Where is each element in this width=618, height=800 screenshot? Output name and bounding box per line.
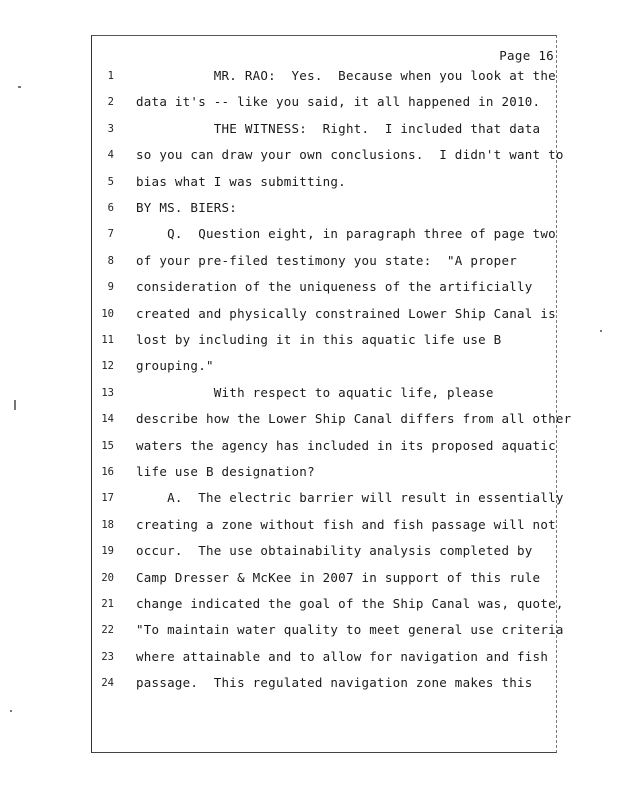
- line-text: data it's -- like you said, it all happened in 2010.: [136, 94, 541, 110]
- scan-speck: [18, 86, 21, 88]
- line-text: THE WITNESS: Right. I included that data: [136, 120, 541, 136]
- transcript-line: [96, 304, 556, 324]
- transcript-line: [96, 119, 556, 139]
- transcript-line: [96, 251, 556, 271]
- line-text: of your pre-filed testimony you state: "A proper: [136, 252, 518, 268]
- line-number: 21: [101, 598, 114, 610]
- transcript-line: [96, 145, 564, 165]
- line-number: 11: [101, 334, 114, 346]
- line-text: lost by including it in this aquatic life use B: [136, 332, 502, 347]
- transcript-line: [96, 436, 556, 456]
- page-number: Page 16: [499, 48, 554, 63]
- transcript-line: [96, 198, 556, 218]
- line-text: bias what I was submitting.: [136, 173, 346, 189]
- transcript-line: [96, 515, 556, 535]
- transcript-line: [96, 620, 564, 640]
- transcript-line: [96, 568, 556, 588]
- line-number: 23: [101, 650, 114, 663]
- line-text: grouping.": [136, 358, 214, 374]
- line-text: Camp Dresser & McKee in 2007 in support of this rule: [136, 569, 541, 585]
- transcript-line: [96, 224, 556, 244]
- line-number: 4: [107, 149, 114, 162]
- line-text: creating a zone without fish and fish passage will not: [136, 516, 556, 532]
- transcript-line: [96, 330, 556, 350]
- line-text: A. The electric barrier will result in essentially: [136, 490, 564, 506]
- line-text: With respect to aquatic life, please: [136, 384, 494, 400]
- line-number: 2: [107, 96, 114, 109]
- line-text: occur. The use obtainability analysis completed by: [136, 543, 533, 559]
- line-text: MR. RAO: Yes. Because when you look at the: [136, 68, 556, 83]
- transcript-line: [96, 488, 564, 508]
- line-number: 1: [107, 70, 114, 82]
- scan-speck: [600, 330, 602, 332]
- line-number: 19: [101, 545, 114, 558]
- transcript-line: [96, 66, 556, 86]
- transcript-line: [96, 673, 556, 693]
- transcript-line: [96, 92, 556, 112]
- scan-speck: [10, 710, 12, 712]
- line-text: BY MS. BIERS:: [136, 200, 238, 215]
- transcript-line: [96, 172, 556, 192]
- transcript-line: [96, 277, 556, 297]
- line-text: Q. Question eight, in paragraph three of page two: [136, 226, 556, 242]
- line-number: 18: [101, 518, 114, 531]
- transcript-line: [96, 462, 556, 482]
- line-text: waters the agency has included in its proposed aquatic: [136, 437, 556, 453]
- line-number: 22: [101, 624, 114, 637]
- line-number: 24: [101, 677, 114, 690]
- line-text: created and physically constrained Lower Ship Canal is: [136, 305, 556, 321]
- line-number: 15: [101, 439, 114, 452]
- transcript-line: [96, 356, 556, 376]
- line-number: 10: [101, 307, 114, 320]
- line-text: describe how the Lower Ship Canal differs from all other: [136, 411, 572, 427]
- transcript-line: [96, 409, 572, 429]
- line-number: 6: [107, 202, 114, 214]
- line-number: 5: [107, 175, 114, 188]
- scan-speck: [14, 400, 16, 410]
- line-number: 7: [107, 228, 114, 241]
- line-number: 17: [101, 492, 114, 505]
- line-number: 9: [107, 281, 114, 294]
- line-text: passage. This regulated navigation zone makes this: [136, 675, 533, 691]
- line-number: 3: [107, 122, 114, 135]
- line-text: consideration of the uniqueness of the artificially: [136, 279, 533, 295]
- line-number: 13: [101, 386, 114, 399]
- transcript-line: [96, 647, 556, 667]
- line-text: "To maintain water quality to meet general use criteria: [136, 622, 564, 638]
- line-text: change indicated the goal of the Ship Canal was, quote,: [136, 596, 564, 611]
- line-number: 8: [107, 254, 114, 267]
- line-text: so you can draw your own conclusions. I didn't want to: [136, 147, 564, 163]
- line-number: 14: [101, 413, 114, 426]
- line-number: 16: [101, 466, 114, 478]
- transcript-line: [96, 594, 564, 614]
- line-text: where attainable and to allow for navigation and fish: [136, 648, 549, 664]
- line-number: 12: [101, 360, 114, 373]
- line-text: life use B designation?: [136, 464, 315, 479]
- transcript-line: [96, 383, 556, 403]
- line-number: 20: [101, 571, 114, 584]
- transcript-line: [96, 541, 556, 561]
